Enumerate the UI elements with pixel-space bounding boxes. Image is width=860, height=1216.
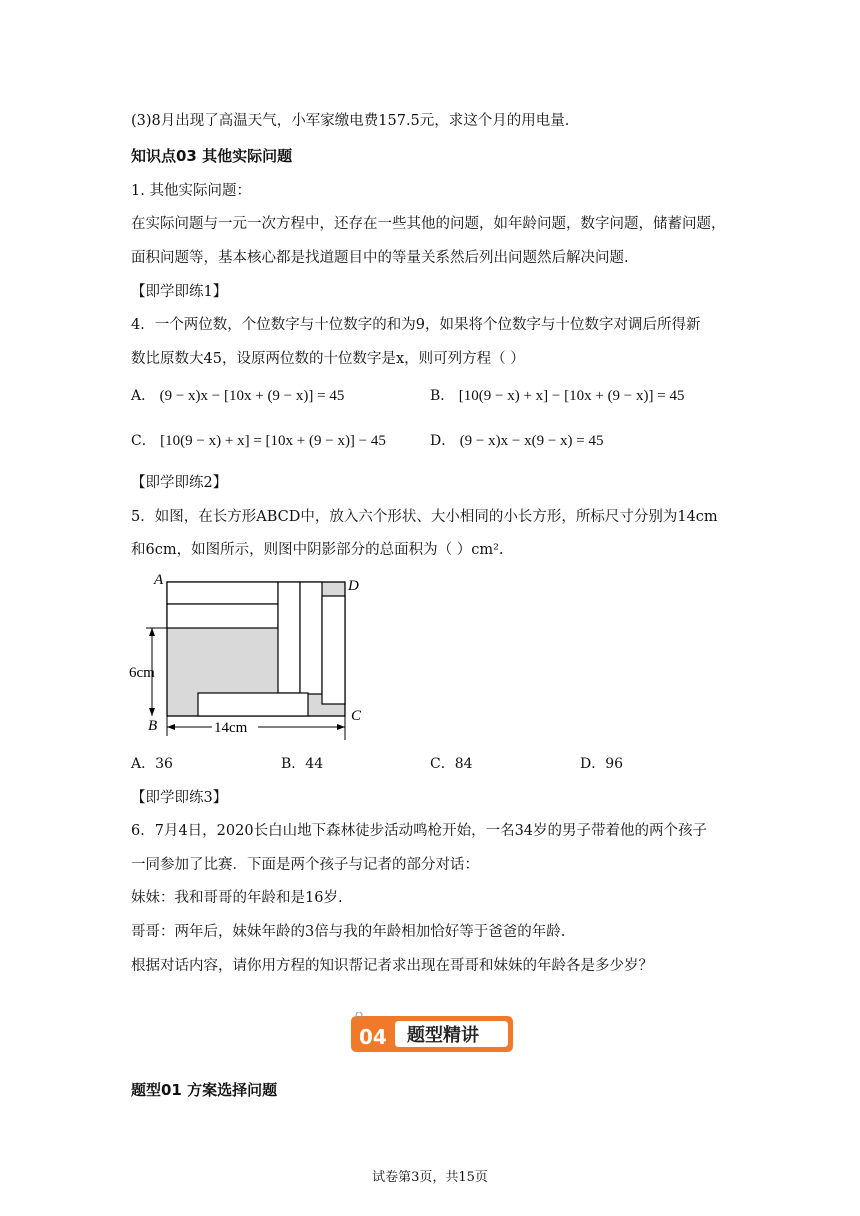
q4-option-a-label: A． (131, 388, 156, 404)
rectangle-abcd-figure (126, 570, 366, 742)
q4-option-d (430, 431, 604, 451)
width-label: 14cm (214, 720, 248, 736)
question-4-line-1: 4．一个两位数，个位数字与十位数字的和为9，如果将个位数字与十位数字对调后所得新 (131, 317, 701, 333)
question-6-line-2: 一同参加了比赛．下面是两个孩子与记者的部分对话： (131, 857, 479, 873)
practice-3-heading: 【即学即练3】 (131, 790, 228, 806)
description-line-1: 在实际问题与一元一次方程中，还存在一些其他的问题，如年龄问题，数字问题，储蓄问题， (131, 216, 726, 232)
q4-option-c-label: C． (131, 433, 156, 449)
q4-option-b-expr: [10(9 − x) + x] − [10x + (9 − x)] = 45 (458, 388, 685, 404)
q4-option-a (131, 386, 344, 406)
question-4-line-2: 数比原数大45，设原两位数的十位数字是x，则可列方程（ ） (131, 351, 525, 367)
badge-number: 04 (359, 1025, 387, 1049)
small-rectangle-2 (167, 604, 278, 628)
section-badge (349, 1012, 514, 1054)
type-title: 题型01 方案选择问题 (131, 1081, 278, 1099)
q5-option-c: C．84 (430, 756, 473, 772)
small-rectangle-3 (278, 582, 300, 693)
q4-option-a-expr: (9 − x)x − [10x + (9 − x)] = 45 (159, 388, 345, 404)
vertex-label-c: C (351, 708, 362, 724)
description-line-2: 面积问题等，基本核心都是找道题目中的等量关系然后列出问题然后解决问题. (131, 250, 629, 266)
q4-option-b-label: B． (430, 388, 455, 404)
question-6-prompt: 根据对话内容，请你用方程的知识帮记者求出现在哥哥和妹妹的年龄各是多少岁？ (131, 958, 653, 974)
point-heading: 1. 其他实际问题： (131, 183, 251, 199)
vertex-label-b: B (148, 718, 158, 734)
q4-option-b (430, 386, 684, 406)
small-rectangle-4 (300, 582, 322, 694)
question-6-line-1: 6．7月4日，2020长白山地下森林徒步活动鸣枪开始，一名34岁的男子带着他的两个孩子 (131, 823, 708, 839)
section-title: 知识点03 其他实际问题 (131, 147, 293, 165)
q4-option-d-expr: (9 − x)x − x(9 − x) = 45 (459, 433, 604, 449)
vertex-label-a: A (154, 572, 164, 588)
small-rectangle-6 (198, 693, 308, 716)
practice-2-heading: 【即学即练2】 (131, 475, 228, 491)
question-5-line-2: 和6cm，如图所示，则图中阴影部分的总面积为（ ）cm². (131, 542, 504, 558)
q4-option-c (131, 431, 386, 451)
vertex-label-d: D (348, 578, 359, 594)
question-5-line-1: 5．如图，在长方形ABCD中，放入六个形状、大小相同的小长方形，所标尺寸分别为14cm (131, 509, 718, 525)
q5-option-d: D．96 (580, 756, 624, 772)
q5-option-b: B．44 (281, 756, 324, 772)
question-part-3: (3)8月出现了高温天气，小军家缴电费157.5元，求这个月的用电量. (131, 113, 570, 129)
height-label: 6cm (129, 665, 155, 681)
q4-option-d-label: D． (430, 433, 456, 449)
practice-1-heading: 【即学即练1】 (131, 284, 228, 300)
small-rectangle-1 (167, 582, 278, 604)
dialogue-sister: 妹妹：我和哥哥的年龄和是16岁. (131, 890, 343, 906)
page-footer: 试卷第3页，共15页 (372, 1170, 488, 1185)
q5-option-a: A．36 (131, 756, 173, 772)
badge-title: 题型精讲 (407, 1025, 479, 1046)
dialogue-brother: 哥哥：两年后，妹妹年龄的3倍与我的年龄相加恰好等于爸爸的年龄. (131, 924, 566, 940)
small-rectangle-5 (322, 596, 345, 704)
shaded-region-top-right (322, 582, 345, 596)
q4-option-c-expr: [10(9 − x) + x] = [10x + (9 − x)] − 45 (160, 433, 386, 449)
